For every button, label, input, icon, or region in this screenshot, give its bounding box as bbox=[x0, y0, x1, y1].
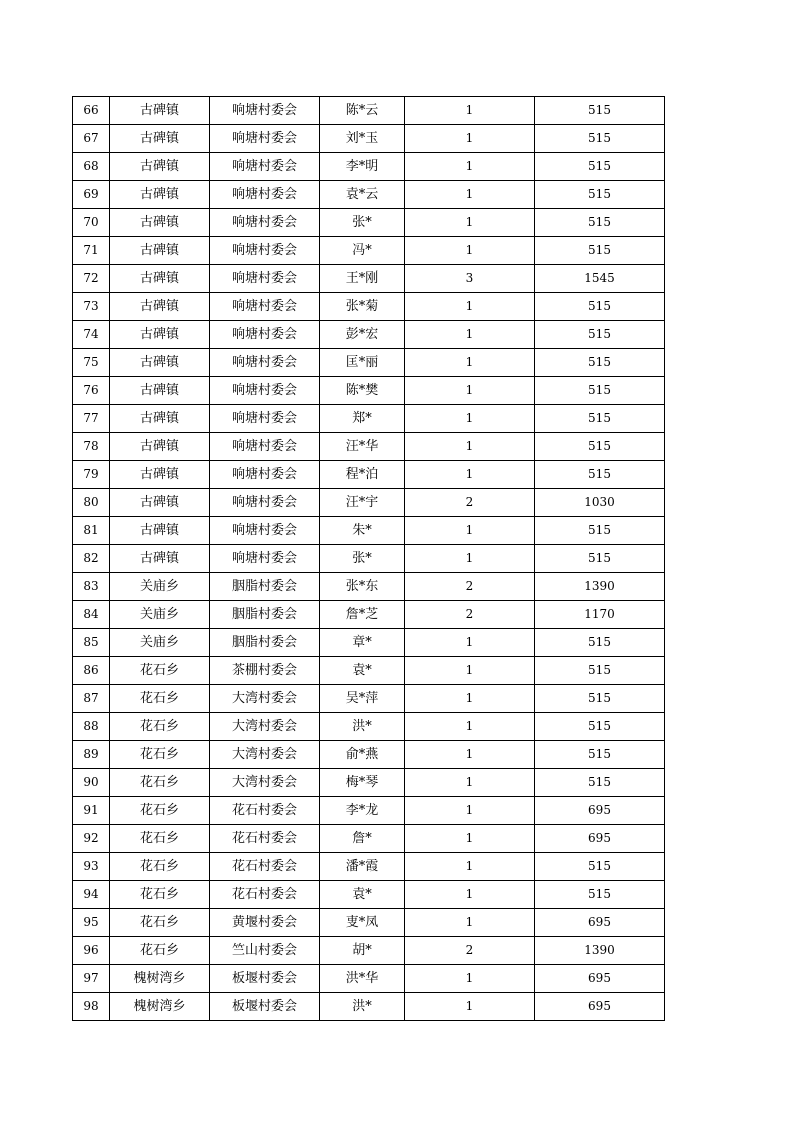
name-cell: 吴*萍 bbox=[320, 685, 405, 713]
name-cell: 朱* bbox=[320, 517, 405, 545]
row-number-cell: 87 bbox=[73, 685, 110, 713]
amount-cell: 515 bbox=[535, 433, 665, 461]
amount-cell: 515 bbox=[535, 461, 665, 489]
name-cell: 洪*华 bbox=[320, 965, 405, 993]
table-row bbox=[73, 265, 665, 293]
amount-cell: 1170 bbox=[535, 601, 665, 629]
table-row bbox=[73, 853, 665, 881]
row-number-cell: 76 bbox=[73, 377, 110, 405]
village-committee-cell: 响塘村委会 bbox=[210, 321, 320, 349]
name-cell: 陈*云 bbox=[320, 97, 405, 125]
row-number-cell: 94 bbox=[73, 881, 110, 909]
count-cell: 1 bbox=[405, 517, 535, 545]
town-cell: 花石乡 bbox=[110, 937, 210, 965]
name-cell: 洪* bbox=[320, 713, 405, 741]
row-number-cell: 84 bbox=[73, 601, 110, 629]
amount-cell: 1030 bbox=[535, 489, 665, 517]
amount-cell: 1545 bbox=[535, 265, 665, 293]
name-cell: 张* bbox=[320, 209, 405, 237]
count-cell: 1 bbox=[405, 405, 535, 433]
table-row bbox=[73, 209, 665, 237]
name-cell: 袁*云 bbox=[320, 181, 405, 209]
row-number-cell: 98 bbox=[73, 993, 110, 1021]
town-cell: 古碑镇 bbox=[110, 545, 210, 573]
town-cell: 关庙乡 bbox=[110, 629, 210, 657]
count-cell: 2 bbox=[405, 601, 535, 629]
amount-cell: 515 bbox=[535, 517, 665, 545]
town-cell: 古碑镇 bbox=[110, 405, 210, 433]
count-cell: 1 bbox=[405, 881, 535, 909]
amount-cell: 1390 bbox=[535, 573, 665, 601]
count-cell: 1 bbox=[405, 545, 535, 573]
amount-cell: 515 bbox=[535, 405, 665, 433]
town-cell: 古碑镇 bbox=[110, 181, 210, 209]
town-cell: 花石乡 bbox=[110, 685, 210, 713]
row-number-cell: 66 bbox=[73, 97, 110, 125]
table-row bbox=[73, 181, 665, 209]
town-cell: 古碑镇 bbox=[110, 237, 210, 265]
name-cell: 潘*霞 bbox=[320, 853, 405, 881]
count-cell: 1 bbox=[405, 769, 535, 797]
name-cell: 李*龙 bbox=[320, 797, 405, 825]
count-cell: 1 bbox=[405, 153, 535, 181]
village-committee-cell: 响塘村委会 bbox=[210, 181, 320, 209]
amount-cell: 515 bbox=[535, 181, 665, 209]
table-row bbox=[73, 825, 665, 853]
name-cell: 李*明 bbox=[320, 153, 405, 181]
row-number-cell: 83 bbox=[73, 573, 110, 601]
row-number-cell: 82 bbox=[73, 545, 110, 573]
count-cell: 1 bbox=[405, 741, 535, 769]
table-row bbox=[73, 993, 665, 1021]
amount-cell: 515 bbox=[535, 545, 665, 573]
row-number-cell: 90 bbox=[73, 769, 110, 797]
row-number-cell: 96 bbox=[73, 937, 110, 965]
village-committee-cell: 响塘村委会 bbox=[210, 349, 320, 377]
name-cell: 冯* bbox=[320, 237, 405, 265]
row-number-cell: 74 bbox=[73, 321, 110, 349]
village-committee-cell: 竺山村委会 bbox=[210, 937, 320, 965]
village-committee-cell: 胭脂村委会 bbox=[210, 601, 320, 629]
count-cell: 1 bbox=[405, 909, 535, 937]
name-cell: 章* bbox=[320, 629, 405, 657]
village-committee-cell: 板堰村委会 bbox=[210, 965, 320, 993]
table-row bbox=[73, 881, 665, 909]
row-number-cell: 80 bbox=[73, 489, 110, 517]
amount-cell: 515 bbox=[535, 741, 665, 769]
amount-cell: 515 bbox=[535, 293, 665, 321]
row-number-cell: 69 bbox=[73, 181, 110, 209]
count-cell: 1 bbox=[405, 349, 535, 377]
table-row bbox=[73, 545, 665, 573]
town-cell: 古碑镇 bbox=[110, 517, 210, 545]
amount-cell: 695 bbox=[535, 993, 665, 1021]
row-number-cell: 77 bbox=[73, 405, 110, 433]
table-row bbox=[73, 433, 665, 461]
town-cell: 古碑镇 bbox=[110, 265, 210, 293]
name-cell: 郑* bbox=[320, 405, 405, 433]
village-committee-cell: 响塘村委会 bbox=[210, 265, 320, 293]
amount-cell: 515 bbox=[535, 713, 665, 741]
table-row bbox=[73, 573, 665, 601]
town-cell: 古碑镇 bbox=[110, 461, 210, 489]
name-cell: 匡*丽 bbox=[320, 349, 405, 377]
name-cell: 袁* bbox=[320, 657, 405, 685]
count-cell: 1 bbox=[405, 965, 535, 993]
amount-cell: 515 bbox=[535, 209, 665, 237]
row-number-cell: 73 bbox=[73, 293, 110, 321]
table-row bbox=[73, 629, 665, 657]
town-cell: 槐树湾乡 bbox=[110, 993, 210, 1021]
village-committee-cell: 响塘村委会 bbox=[210, 153, 320, 181]
row-number-cell: 92 bbox=[73, 825, 110, 853]
count-cell: 3 bbox=[405, 265, 535, 293]
row-number-cell: 75 bbox=[73, 349, 110, 377]
town-cell: 古碑镇 bbox=[110, 321, 210, 349]
village-committee-cell: 大湾村委会 bbox=[210, 713, 320, 741]
name-cell: 洪* bbox=[320, 993, 405, 1021]
count-cell: 2 bbox=[405, 937, 535, 965]
village-committee-cell: 响塘村委会 bbox=[210, 377, 320, 405]
amount-cell: 515 bbox=[535, 629, 665, 657]
name-cell: 梅*琴 bbox=[320, 769, 405, 797]
town-cell: 古碑镇 bbox=[110, 293, 210, 321]
village-committee-cell: 大湾村委会 bbox=[210, 769, 320, 797]
village-committee-cell: 大湾村委会 bbox=[210, 685, 320, 713]
village-committee-cell: 响塘村委会 bbox=[210, 545, 320, 573]
town-cell: 古碑镇 bbox=[110, 433, 210, 461]
town-cell: 花石乡 bbox=[110, 713, 210, 741]
amount-cell: 515 bbox=[535, 769, 665, 797]
row-number-cell: 72 bbox=[73, 265, 110, 293]
table-row bbox=[73, 237, 665, 265]
count-cell: 1 bbox=[405, 825, 535, 853]
town-cell: 关庙乡 bbox=[110, 601, 210, 629]
amount-cell: 515 bbox=[535, 97, 665, 125]
village-committee-cell: 响塘村委会 bbox=[210, 433, 320, 461]
row-number-cell: 88 bbox=[73, 713, 110, 741]
row-number-cell: 78 bbox=[73, 433, 110, 461]
village-committee-cell: 花石村委会 bbox=[210, 825, 320, 853]
count-cell: 2 bbox=[405, 573, 535, 601]
row-number-cell: 71 bbox=[73, 237, 110, 265]
amount-cell: 515 bbox=[535, 377, 665, 405]
village-committee-cell: 大湾村委会 bbox=[210, 741, 320, 769]
town-cell: 花石乡 bbox=[110, 769, 210, 797]
count-cell: 1 bbox=[405, 209, 535, 237]
count-cell: 1 bbox=[405, 97, 535, 125]
town-cell: 古碑镇 bbox=[110, 349, 210, 377]
name-cell: 俞*燕 bbox=[320, 741, 405, 769]
table-row bbox=[73, 713, 665, 741]
count-cell: 1 bbox=[405, 685, 535, 713]
village-committee-cell: 黄堰村委会 bbox=[210, 909, 320, 937]
village-committee-cell: 响塘村委会 bbox=[210, 209, 320, 237]
count-cell: 1 bbox=[405, 181, 535, 209]
table-row bbox=[73, 685, 665, 713]
name-cell: 汪*宇 bbox=[320, 489, 405, 517]
count-cell: 1 bbox=[405, 713, 535, 741]
name-cell: 陈*樊 bbox=[320, 377, 405, 405]
count-cell: 1 bbox=[405, 293, 535, 321]
amount-cell: 515 bbox=[535, 685, 665, 713]
table-row bbox=[73, 321, 665, 349]
count-cell: 1 bbox=[405, 125, 535, 153]
amount-cell: 695 bbox=[535, 909, 665, 937]
village-committee-cell: 胭脂村委会 bbox=[210, 573, 320, 601]
village-committee-cell: 胭脂村委会 bbox=[210, 629, 320, 657]
table-row bbox=[73, 489, 665, 517]
town-cell: 花石乡 bbox=[110, 797, 210, 825]
town-cell: 古碑镇 bbox=[110, 125, 210, 153]
name-cell: 叓*凤 bbox=[320, 909, 405, 937]
row-number-cell: 93 bbox=[73, 853, 110, 881]
count-cell: 1 bbox=[405, 461, 535, 489]
name-cell: 彭*宏 bbox=[320, 321, 405, 349]
town-cell: 花石乡 bbox=[110, 741, 210, 769]
village-committee-cell: 响塘村委会 bbox=[210, 461, 320, 489]
town-cell: 古碑镇 bbox=[110, 489, 210, 517]
row-number-cell: 89 bbox=[73, 741, 110, 769]
table-row bbox=[73, 965, 665, 993]
amount-cell: 515 bbox=[535, 321, 665, 349]
row-number-cell: 85 bbox=[73, 629, 110, 657]
row-number-cell: 67 bbox=[73, 125, 110, 153]
table-row bbox=[73, 601, 665, 629]
amount-cell: 515 bbox=[535, 125, 665, 153]
village-committee-cell: 响塘村委会 bbox=[210, 125, 320, 153]
name-cell: 袁* bbox=[320, 881, 405, 909]
amount-cell: 695 bbox=[535, 797, 665, 825]
village-committee-cell: 花石村委会 bbox=[210, 853, 320, 881]
row-number-cell: 70 bbox=[73, 209, 110, 237]
row-number-cell: 97 bbox=[73, 965, 110, 993]
table-row bbox=[73, 377, 665, 405]
amount-cell: 515 bbox=[535, 153, 665, 181]
count-cell: 1 bbox=[405, 797, 535, 825]
name-cell: 詹*芝 bbox=[320, 601, 405, 629]
village-committee-cell: 响塘村委会 bbox=[210, 237, 320, 265]
name-cell: 张*东 bbox=[320, 573, 405, 601]
amount-cell: 515 bbox=[535, 237, 665, 265]
count-cell: 1 bbox=[405, 433, 535, 461]
village-committee-cell: 响塘村委会 bbox=[210, 489, 320, 517]
table-row bbox=[73, 97, 665, 125]
name-cell: 程*泊 bbox=[320, 461, 405, 489]
village-committee-cell: 花石村委会 bbox=[210, 881, 320, 909]
table-row bbox=[73, 797, 665, 825]
name-cell: 胡* bbox=[320, 937, 405, 965]
village-committee-cell: 板堰村委会 bbox=[210, 993, 320, 1021]
town-cell: 关庙乡 bbox=[110, 573, 210, 601]
row-number-cell: 86 bbox=[73, 657, 110, 685]
town-cell: 槐树湾乡 bbox=[110, 965, 210, 993]
row-number-cell: 91 bbox=[73, 797, 110, 825]
town-cell: 古碑镇 bbox=[110, 153, 210, 181]
table-row bbox=[73, 405, 665, 433]
count-cell: 1 bbox=[405, 321, 535, 349]
count-cell: 2 bbox=[405, 489, 535, 517]
count-cell: 1 bbox=[405, 629, 535, 657]
name-cell: 张* bbox=[320, 545, 405, 573]
table-row bbox=[73, 937, 665, 965]
roster-table bbox=[72, 96, 665, 1021]
count-cell: 1 bbox=[405, 853, 535, 881]
row-number-cell: 95 bbox=[73, 909, 110, 937]
amount-cell: 1390 bbox=[535, 937, 665, 965]
town-cell: 花石乡 bbox=[110, 825, 210, 853]
town-cell: 花石乡 bbox=[110, 657, 210, 685]
town-cell: 古碑镇 bbox=[110, 377, 210, 405]
count-cell: 1 bbox=[405, 377, 535, 405]
name-cell: 詹* bbox=[320, 825, 405, 853]
amount-cell: 515 bbox=[535, 881, 665, 909]
table-row bbox=[73, 657, 665, 685]
amount-cell: 695 bbox=[535, 965, 665, 993]
roster-table-body bbox=[73, 97, 665, 1021]
town-cell: 古碑镇 bbox=[110, 97, 210, 125]
town-cell: 花石乡 bbox=[110, 853, 210, 881]
count-cell: 1 bbox=[405, 993, 535, 1021]
table-row bbox=[73, 153, 665, 181]
count-cell: 1 bbox=[405, 237, 535, 265]
table-row bbox=[73, 125, 665, 153]
town-cell: 古碑镇 bbox=[110, 209, 210, 237]
table-row bbox=[73, 909, 665, 937]
table-row bbox=[73, 349, 665, 377]
town-cell: 花石乡 bbox=[110, 881, 210, 909]
village-committee-cell: 响塘村委会 bbox=[210, 405, 320, 433]
table-row bbox=[73, 517, 665, 545]
name-cell: 张*菊 bbox=[320, 293, 405, 321]
count-cell: 1 bbox=[405, 657, 535, 685]
table-row bbox=[73, 461, 665, 489]
village-committee-cell: 花石村委会 bbox=[210, 797, 320, 825]
amount-cell: 515 bbox=[535, 657, 665, 685]
row-number-cell: 81 bbox=[73, 517, 110, 545]
table-row bbox=[73, 741, 665, 769]
amount-cell: 695 bbox=[535, 825, 665, 853]
amount-cell: 515 bbox=[535, 349, 665, 377]
name-cell: 汪*华 bbox=[320, 433, 405, 461]
village-committee-cell: 茶棚村委会 bbox=[210, 657, 320, 685]
village-committee-cell: 响塘村委会 bbox=[210, 293, 320, 321]
town-cell: 花石乡 bbox=[110, 909, 210, 937]
row-number-cell: 79 bbox=[73, 461, 110, 489]
table-row bbox=[73, 769, 665, 797]
village-committee-cell: 响塘村委会 bbox=[210, 517, 320, 545]
row-number-cell: 68 bbox=[73, 153, 110, 181]
name-cell: 刘*玉 bbox=[320, 125, 405, 153]
amount-cell: 515 bbox=[535, 853, 665, 881]
table-row bbox=[73, 293, 665, 321]
village-committee-cell: 响塘村委会 bbox=[210, 97, 320, 125]
name-cell: 王*刚 bbox=[320, 265, 405, 293]
